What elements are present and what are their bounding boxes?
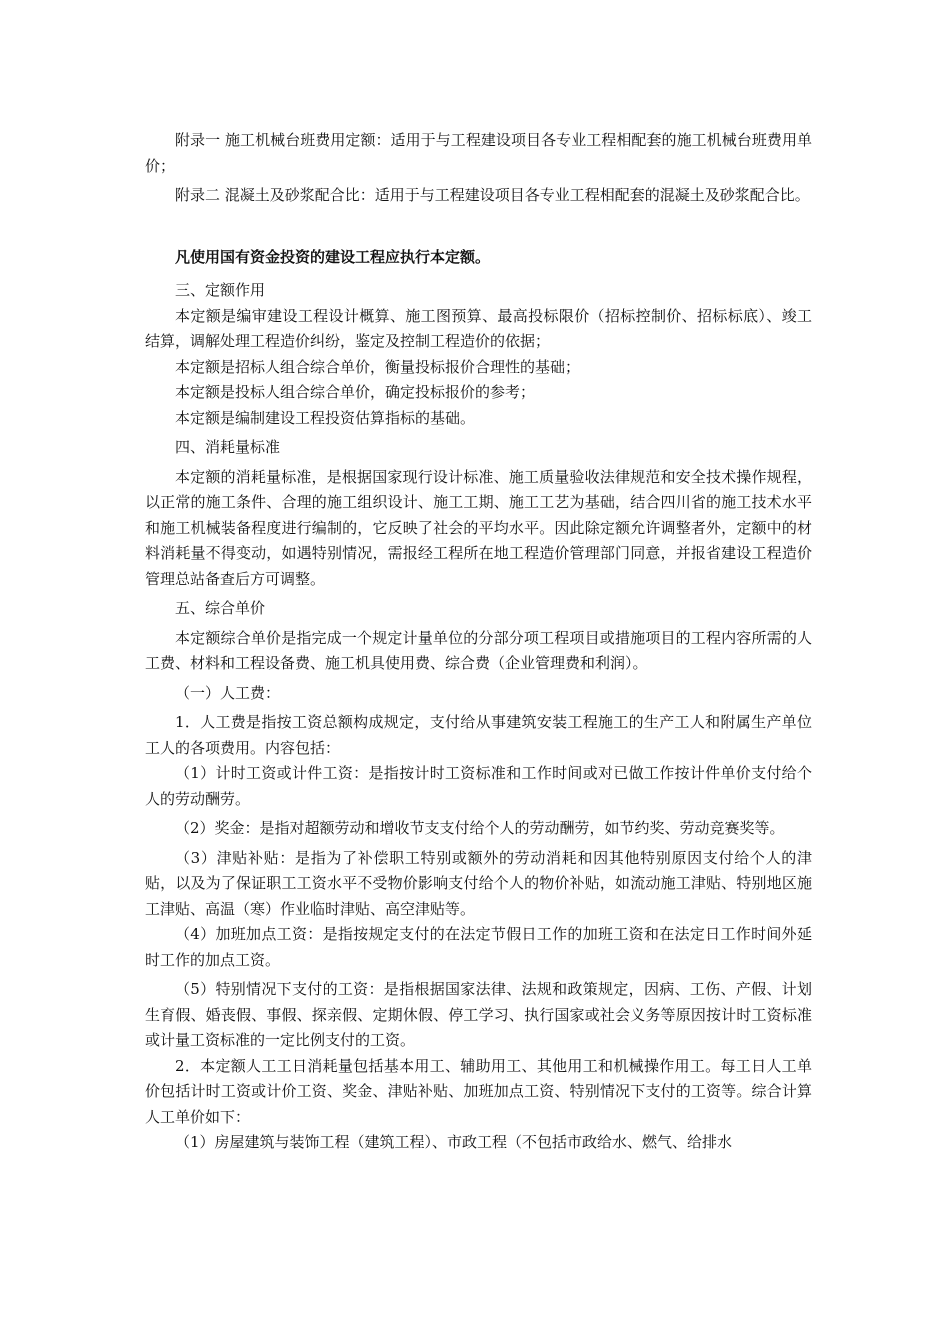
scope-statement: 凡使用国有资金投资的建设工程应执行本定额。 bbox=[175, 247, 491, 266]
appendix-2-paragraph: 附录二 混凝土及砂浆配合比：适用于与工程建设项目各专业工程相配套的混凝土及砂浆配合比。 bbox=[175, 186, 810, 204]
list-item: （1）计时工资或计件工资：是指按计时工资标准和工作时间或对已做工作按计件单价支付给个人的劳动酬劳。 bbox=[145, 764, 812, 808]
paragraph: 本定额的消耗量标准，是根据国家现行设计标准、施工质量验收法律规范和安全技术操作规程，以正常的施工条件、合理的施工组织设计、施工工期、施工工艺为基础，结合四川省的施工技术水平和施工机械装备程度进行编制的，它反映了社会的平均水平。因此除定额允许调整者外，定额中的材料消耗量不得变动，如遇特别情况，需报经工程所在地工程造价管理部门同意，并报省建设工程造价管理总站备查后方可调整。 bbox=[145, 467, 812, 588]
appendix-1-paragraph: 附录一 施工机械台班费用定额：适用于与工程建设项目各专业工程相配套的施工机械台班费用单价； bbox=[145, 131, 812, 175]
paragraph: 本定额是编审建设工程设计概算、施工图预算、最高投标限价（招标控制价、招标标底）、竣工结算，调解处理工程造价纠纷，鉴定及控制工程造价的依据； bbox=[145, 306, 812, 350]
paragraph: 1．人工费是指按工资总额构成规定，支付给从事建筑安装工程施工的生产工人和附属生产单位工人的各项费用。内容包括： bbox=[145, 713, 812, 757]
paragraph: 本定额是招标人组合综合单价，衡量投标报价合理性的基础； bbox=[175, 357, 581, 376]
list-item: （4）加班加点工资：是指按规定支付的在法定节假日工作的加班工资和在法定日工作时间外延时工作的加点工资。 bbox=[145, 925, 812, 969]
paragraph: 本定额是编制建设工程投资估算指标的基础。 bbox=[175, 408, 476, 427]
list-item: （2）奖金：是指对超额劳动和增收节支支付给个人的劳动酬劳，如节约奖、劳动竞赛奖等。 bbox=[175, 819, 785, 837]
list-item: （5）特别情况下支付的工资：是指根据国家法律、法规和政策规定，因病、工伤、产假、计划生育假、婚丧假、事假、探亲假、定期休假、停工学习、执行国家或社会义务等原因按计时工资标准或计量工资标准的一定比例支付的工资。 bbox=[145, 980, 812, 1049]
paragraph: 本定额是投标人组合综合单价，确定投标报价的参考； bbox=[175, 383, 536, 401]
subsection-heading: （一）人工费： bbox=[175, 683, 281, 702]
document-page bbox=[145, 128, 812, 1156]
list-item: （3）津贴补贴：是指为了补偿职工特别或额外的劳动消耗和因其他特别原因支付给个人的津贴，以及为了保证职工工资水平不受物价影响支付给个人的物价补贴，如流动施工津贴、特别地区施工津贴、高温（寒）作业临时津贴、高空津贴等。 bbox=[145, 848, 812, 918]
section-heading-3: 三、定额作用 bbox=[175, 281, 266, 299]
section-heading-4: 四、消耗量标准 bbox=[175, 438, 281, 456]
section-heading-5: 五、综合单价 bbox=[175, 599, 266, 617]
list-item: （1）房屋建筑与装饰工程（建筑工程）、市政工程（不包括市政给水、燃气、给排水 bbox=[175, 1133, 733, 1151]
paragraph: 2．本定额人工工日消耗量包括基本用工、辅助用工、其他用工和机械操作用工。每工日人工单价包括计时工资或计价工资、奖金、津贴补贴、加班加点工资、特别情况下支付的工资等。综合计算人工单价如下： bbox=[145, 1056, 812, 1126]
paragraph: 本定额综合单价是指完成一个规定计量单位的分部分项工程项目或措施项目的工程内容所需的人工费、材料和工程设备费、施工机具使用费、综合费（企业管理费和利润）。 bbox=[145, 628, 812, 672]
